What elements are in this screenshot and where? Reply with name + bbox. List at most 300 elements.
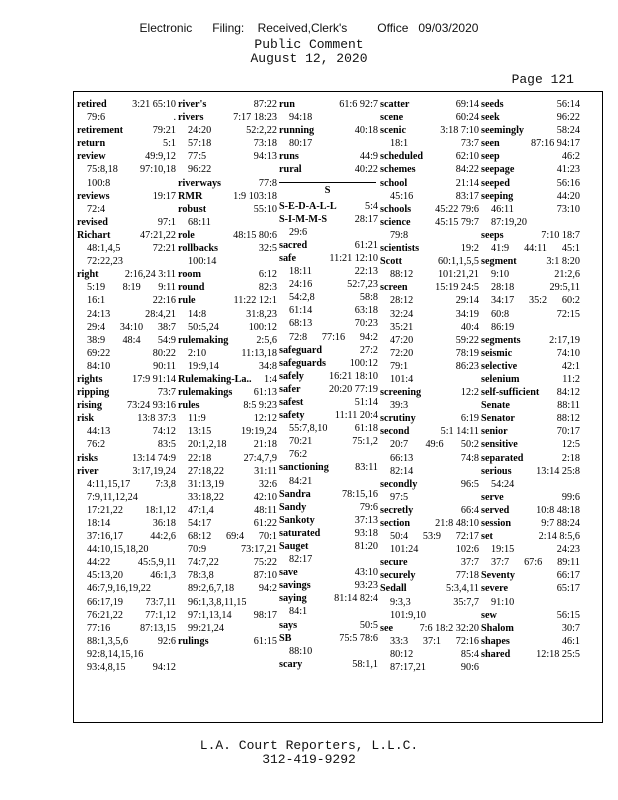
index-page-refs: 79:8: [390, 229, 409, 241]
index-page-refs: 19:15 24:23: [491, 544, 580, 556]
index-page-refs: 80:17: [289, 138, 313, 150]
index-page-refs: 2:10 11:13,18: [188, 347, 277, 359]
index-page-refs: 61:21: [354, 239, 378, 251]
index-headword: rulings: [178, 635, 209, 647]
index-page-refs: 58:24: [556, 125, 580, 137]
index-headword: says: [279, 619, 298, 631]
index-page-refs: 89:2,6,7,18 94:2: [188, 583, 277, 595]
index-page-refs: 37:7 67:6 89:11: [491, 557, 580, 569]
index-page-refs: 96:1,3,8,11,15: [188, 596, 247, 608]
index-page-refs: 41:9 44:11 45:1: [491, 243, 580, 255]
index-headword: robust: [178, 203, 207, 215]
index-page-refs: 87:16 94:17: [531, 138, 580, 150]
index-headword: severe: [481, 583, 508, 595]
index-entry: [178, 281, 277, 294]
index-headword: secretly: [380, 504, 414, 516]
index-headword: shapes: [481, 635, 510, 647]
index-entry: [481, 425, 580, 438]
index-page-refs: 61:14 63:18: [289, 305, 378, 317]
index-entry: [77, 124, 176, 137]
index-page-refs: 65:17: [556, 583, 580, 595]
index-entry: [380, 150, 479, 163]
index-page-refs: 96:22: [556, 112, 580, 124]
index-page-refs: 2:5,6: [256, 334, 277, 346]
index-headword: sew: [481, 609, 497, 621]
index-page-refs: 19:17: [152, 190, 176, 202]
index-headword: session: [481, 518, 512, 529]
index-page-refs: 43:10: [354, 567, 378, 579]
index-page-refs: 11:9 12:12: [188, 413, 277, 425]
index-headword: screening: [380, 387, 422, 399]
index-page-refs: 7:6 18:2 32:20: [419, 622, 479, 634]
index-page-refs: 80:12 85:4: [390, 648, 479, 660]
index-page-refs: 28:12 29:14: [390, 295, 479, 307]
index-page-refs: 6:19: [460, 413, 479, 425]
index-entry: [380, 216, 479, 242]
index-page-refs: 37:16,17 44:2,6: [87, 531, 176, 543]
index-page-refs: 5:3,4,11: [445, 583, 479, 595]
index-entry: [481, 229, 580, 255]
index-headword: separated: [481, 452, 524, 464]
index-headword: risks: [77, 452, 98, 464]
index-headword: rising: [77, 400, 102, 412]
hearing-date: August 12, 2020: [250, 51, 368, 66]
index-entry: [380, 425, 479, 477]
index-page-refs: 17:21,22 18:1,12: [87, 504, 176, 516]
index-page-refs: 12:5: [561, 439, 580, 451]
index-page-refs: 72:22,23: [87, 256, 123, 268]
index-entry: [380, 517, 479, 556]
index-entry: [279, 213, 378, 239]
index-page-refs: 9:7 88:24: [541, 518, 580, 529]
index-page-refs: 93:23: [354, 580, 378, 592]
index-page-refs: 84:1: [289, 606, 308, 618]
index-headword: review: [77, 151, 106, 163]
index-entry: [481, 373, 580, 386]
index-entry: [481, 177, 580, 190]
index-page-refs: 96:22: [188, 164, 212, 176]
index-page-refs: 48:15 80:6: [233, 229, 277, 241]
index-page-refs: 32:5: [258, 243, 277, 255]
index-page-refs: 41:23: [556, 164, 580, 176]
index-entry: [279, 150, 378, 163]
index-page-refs: 51:14: [354, 396, 378, 408]
index-page-refs: 29:6: [289, 226, 308, 238]
index-page-refs: 69:14: [455, 99, 479, 110]
index-page-refs: 78:3,8 87:10: [188, 570, 277, 582]
index-headword: rural: [279, 164, 302, 176]
index-entry: [380, 124, 479, 150]
index-page-refs: 60:8 72:15: [491, 308, 580, 320]
index-entry: [380, 504, 479, 517]
index-page-refs: 61:13: [253, 387, 277, 399]
index-headword: room: [178, 269, 202, 281]
index-entry: [380, 203, 479, 216]
index-page-refs: 28:18 29:5,11: [491, 282, 580, 294]
index-page-refs: 12:2: [460, 387, 479, 399]
index-page-refs: 87:22: [253, 99, 277, 110]
index-entry: [77, 150, 176, 189]
index-headword: Seventy: [481, 570, 515, 582]
index-page-refs: 79:6: [359, 501, 378, 513]
index-page-refs: 68:12 69:4 70:1: [188, 531, 277, 543]
index-page-refs: 16:1 22:16: [87, 295, 176, 307]
index-page-refs: 74:10: [556, 347, 580, 359]
index-entry: [380, 98, 479, 111]
index-entry: [279, 619, 378, 632]
index-headword: rights: [77, 373, 103, 385]
index-page-refs: 22:18 27:4,7,9: [188, 452, 277, 464]
index-page-refs: 13:8 37:3: [137, 413, 176, 425]
index-page-refs: 45:16 83:17: [390, 190, 479, 202]
index-column-3: [279, 98, 378, 718]
index-page-refs: 27:2: [359, 344, 378, 356]
index-headword: seeps: [481, 229, 504, 241]
index-page-refs: 46:7,9,16,19,22: [87, 583, 151, 595]
index-headword: right: [77, 269, 99, 281]
index-page-refs: 55:7,8,10 61:18: [289, 423, 378, 435]
index-headword: Sandra: [279, 488, 311, 500]
index-entry: [481, 334, 580, 347]
index-page-refs: 11:11 20:4: [334, 410, 378, 422]
index-page-refs: 91:10: [491, 596, 515, 608]
index-headword: seeped: [481, 177, 510, 189]
index-page-refs: 86:19: [491, 321, 515, 333]
index-page-refs: 88:1,3,5,6 92:6: [87, 635, 176, 647]
index-entry: [77, 216, 176, 229]
index-page-refs: 56:14: [556, 99, 580, 110]
index-page-refs: 2:17,19: [549, 334, 580, 346]
index-page-refs: 6:12: [258, 269, 277, 281]
index-page-refs: 48:1,4,5 72:21: [87, 243, 176, 255]
index-page-refs: 72:8 77:16 94:2: [289, 331, 378, 343]
index-page-refs: 40:18: [354, 125, 378, 137]
index-headword: S-E-D-A-L-L: [279, 200, 337, 212]
index-headword: Rulemaking-La..: [178, 373, 252, 385]
index-page-refs: 94:18: [289, 112, 313, 124]
index-headword: senior: [481, 426, 508, 438]
index-page-refs: 88:12: [556, 413, 580, 425]
index-headword: seen: [481, 138, 500, 150]
index-entry: [380, 111, 479, 124]
index-headword: return: [77, 138, 106, 150]
index-page-refs: 76:2 83:5: [87, 439, 176, 451]
index-headword: schools: [380, 203, 412, 215]
index-page-refs: 88:10: [289, 645, 313, 657]
index-page-refs: 24:20 52:2,22: [188, 125, 277, 137]
index-page-refs: 82:14: [390, 465, 414, 477]
index-entry: [481, 622, 580, 635]
index-entry: [178, 294, 277, 333]
index-page-refs: 61:6 92:7: [339, 99, 378, 110]
index-headword: secondly: [380, 478, 418, 490]
index-page-refs: 73:7: [157, 387, 176, 399]
index-entry: [178, 399, 277, 635]
page-number: Page 121: [511, 72, 574, 87]
index-headword: risk: [77, 413, 94, 425]
index-headword: SB: [279, 632, 292, 644]
index-page-refs: 7:17 18:23: [233, 112, 277, 124]
index-page-refs: 16:21 18:10: [329, 370, 378, 382]
index-page-refs: 78:15,16: [342, 488, 378, 500]
index-entry: [279, 163, 378, 176]
index-entry: [481, 491, 580, 504]
index-headword: saturated: [279, 527, 321, 539]
index-page-refs: 37:13: [354, 514, 378, 526]
index-page-refs: 83:11: [355, 462, 378, 474]
index-page-refs: 13:14 25:8: [536, 465, 580, 477]
index-entry: [279, 344, 378, 357]
index-headword: safest: [279, 396, 304, 408]
index-entry: [279, 461, 378, 487]
index-page-refs: 100:8: [87, 177, 111, 189]
index-entry: [481, 111, 580, 124]
index-headword: see: [380, 622, 394, 634]
index-page-refs: 9:10 21:2,6: [491, 269, 580, 281]
index-page-refs: 20:1,2,18 21:18: [188, 439, 277, 451]
index-page-refs: 66:4: [460, 504, 479, 516]
index-page-refs: 66:17: [556, 570, 580, 582]
index-headword: selective: [481, 360, 518, 372]
index-page-refs: 44:22 45:5,9,11: [87, 557, 176, 569]
index-entry: [380, 582, 479, 621]
index-page-refs: 18:14 36:18: [87, 518, 176, 529]
index-page-refs: 97:1: [157, 216, 176, 228]
index-headword: seepage: [481, 164, 515, 176]
index-page-refs: 44:13 74:12: [87, 426, 176, 438]
index-page-refs: 44:10,15,18,20: [87, 544, 149, 556]
index-page-refs: 54:2,8 58:8: [289, 292, 378, 304]
index-page-refs: 3:17,19,24: [132, 465, 176, 477]
index-headword: S-I-M-M-S: [279, 213, 328, 225]
index-headword: Shalom: [481, 622, 514, 634]
index-headword: Richart: [77, 229, 111, 241]
index-page-refs: 3:21 65:10: [132, 99, 176, 110]
court-reporter-phone: 312-419-9292: [262, 752, 356, 767]
index-page-refs: 39:3: [390, 400, 409, 412]
index-entry: [279, 396, 378, 409]
index-page-refs: 66:17,19 73:7,11: [87, 596, 176, 608]
index-headword: Scott: [380, 256, 403, 268]
index-page-refs: 46:1: [561, 635, 580, 647]
index-page-refs: 5:19 8:19 9:11: [87, 282, 176, 294]
index-headword: scientists: [380, 243, 420, 255]
index-page-refs: 56:16: [556, 177, 580, 189]
index-page-refs: 13:14 74:9: [132, 452, 176, 464]
index-page-refs: 82:3: [258, 282, 277, 294]
index-page-refs: 50:4 53:9 72:17: [390, 531, 479, 543]
index-entry: [178, 386, 277, 399]
index-entry: [380, 255, 479, 281]
index-column-2: [178, 98, 277, 718]
index-page-refs: 84:10 90:11: [87, 360, 176, 372]
index-page-refs: 35:21 40:4: [390, 321, 479, 333]
index-entry: [481, 347, 580, 360]
index-page-refs: 44:20: [556, 190, 580, 202]
index-page-refs: 69:22 80:22: [87, 347, 176, 359]
index-page-refs: 1:4: [263, 373, 277, 385]
index-headword: segment: [481, 256, 517, 268]
index-headword: sanctioning: [279, 462, 329, 474]
index-page-refs: 77:8: [258, 177, 277, 189]
index-page-refs: 11:21 12:10: [329, 252, 378, 264]
index-page-refs: 29:4 34:10 38:7: [87, 321, 176, 333]
index-page-refs: 24:13 28:4,21: [87, 308, 176, 320]
index-page-refs: 81:14 82:4: [334, 593, 378, 605]
index-page-refs: 31:13,19 32:6: [188, 478, 277, 490]
index-entry: [178, 203, 277, 229]
index-page-refs: 92:8,14,15,16: [87, 648, 144, 660]
index-page-refs: 45:22 79:6: [435, 203, 479, 215]
index-headword: seep: [481, 151, 500, 163]
index-headword: Sauget: [279, 541, 309, 552]
index-column-5: [481, 98, 580, 718]
index-entry: [279, 252, 378, 344]
index-entry: [481, 360, 580, 373]
index-page-refs: 4:11,15,17 7:3,8: [87, 478, 176, 490]
index-headword: safeguards: [279, 357, 326, 369]
index-page-refs: 17:9 91:14: [132, 373, 176, 385]
index-entry: [279, 658, 378, 671]
index-page-refs: 9:3,3 35:7,7: [390, 596, 479, 608]
index-entry: [481, 124, 580, 137]
index-headword: Sedall: [380, 583, 407, 595]
index-page-refs: 88:12 101:21,21: [390, 269, 479, 281]
index-page-refs: 2:18: [561, 452, 580, 464]
index-headword: schemes: [380, 164, 416, 176]
index-entry: [380, 556, 479, 569]
index-page-refs: 70:17: [556, 426, 580, 438]
index-page-refs: 49:9,12: [145, 151, 176, 163]
index-headword: self-sufficient: [481, 387, 540, 399]
index-page-refs: 24:16 52:7,23: [289, 279, 378, 291]
index-page-refs: 68:11: [188, 216, 211, 228]
index-page-refs: 44:9: [359, 151, 378, 163]
index-headword: section: [380, 518, 410, 529]
index-headword: selenium: [481, 373, 520, 385]
index-page-refs: 84:22: [455, 164, 479, 176]
index-page-refs: 77:5 94:13: [188, 151, 277, 163]
index-headword: rulemaking: [178, 334, 229, 346]
index-entry: [279, 124, 378, 150]
index-page-refs: 30:7: [561, 622, 580, 634]
index-page-refs: 72:20 78:19: [390, 347, 479, 359]
index-headword: seeping: [481, 190, 514, 202]
index-entry: [481, 190, 580, 229]
index-entry: [77, 268, 176, 373]
index-page-refs: 88:11: [557, 400, 580, 412]
index-headword: Senator: [481, 413, 515, 425]
index-page-refs: 33:18,22 42:10: [188, 491, 277, 503]
index-headword: scrutiny: [380, 413, 416, 425]
index-headword: running: [279, 125, 315, 137]
index-entry: [481, 569, 580, 582]
index-page-refs: 11:2: [562, 373, 580, 385]
index-headword: retired: [77, 99, 107, 110]
index-headword: Senate: [481, 400, 510, 412]
index-entry: [481, 412, 580, 425]
index-headword: scary: [279, 658, 303, 670]
index-page-refs: 46:11 73:10: [491, 203, 580, 215]
index-page-refs: 62:10: [455, 151, 479, 163]
index-entry: [279, 239, 378, 252]
index-page-refs: 15:19 24:5: [435, 282, 479, 294]
index-page-refs: 82:17: [289, 554, 313, 566]
index-page-refs: 61:15: [253, 635, 277, 647]
index-headword: seek: [481, 112, 500, 124]
index-entry: [279, 501, 378, 514]
index-headword: safeguard: [279, 344, 323, 356]
index-page-refs: 77:16 87:13,15: [87, 622, 176, 634]
index-page-refs: 101:4: [390, 373, 414, 385]
index-page-refs: 97:1,13,14 98:17: [188, 609, 277, 621]
index-entry: [279, 514, 378, 527]
index-page-refs: 47:20 59:22: [390, 334, 479, 346]
index-entry: [380, 622, 479, 674]
index-headword: role: [178, 229, 195, 241]
index-page-refs: 10:8 48:18: [536, 504, 580, 516]
index-headword: reviews: [77, 190, 110, 202]
index-headword: safe: [279, 252, 296, 264]
index-headword: scatter: [380, 99, 410, 110]
index-page-refs: 96:5: [460, 478, 479, 490]
index-page-refs: 74:7,22 75:22: [188, 557, 277, 569]
index-entry: [178, 334, 277, 373]
index-page-refs: 14:8 31:8,23: [188, 308, 277, 320]
index-column-1: [77, 98, 176, 718]
index-entry: [279, 98, 378, 124]
index-headword: safety: [279, 410, 305, 422]
index-entry: [77, 190, 176, 216]
index-entry: [481, 635, 580, 648]
index-entry: [77, 412, 176, 451]
index-page-refs: 68:13 70:23: [289, 318, 378, 330]
index-page-refs: 100:12: [349, 357, 378, 369]
index-entry: [481, 163, 580, 176]
index-entry: [481, 255, 580, 334]
index-entry: [178, 268, 277, 281]
index-entry: [279, 200, 378, 213]
index-page-refs: 79:21: [152, 125, 176, 137]
index-headword: rule: [178, 295, 196, 307]
index-headword: safely: [279, 370, 304, 382]
index-page-refs: 5:1 14:11: [440, 426, 479, 438]
index-headword: shared: [481, 648, 511, 660]
index-page-refs: 50:5,24 100:12: [188, 321, 277, 333]
index-page-refs: 47:1,4 48:11: [188, 504, 277, 516]
index-entry: [178, 177, 277, 190]
index-page-refs: 47:21,22: [140, 229, 176, 241]
index-headword: river's: [178, 99, 207, 110]
index-page-refs: 60:1,1,5,5: [437, 256, 479, 268]
index-page-refs: 12:18 25:5: [536, 648, 580, 660]
index-page-refs: 72:4: [87, 203, 106, 215]
index-page-refs: 56:15: [556, 609, 580, 621]
index-page-refs: 7:9,11,12,24: [87, 491, 138, 503]
index-headword: river: [77, 465, 99, 477]
index-entry: [481, 438, 580, 451]
index-entry: [481, 648, 580, 661]
index-page-refs: 75:5 78:6: [339, 632, 378, 644]
index-page-refs: 45:15 79:7: [435, 216, 479, 228]
index-entry: [380, 386, 479, 412]
index-headword: retirement: [77, 125, 124, 137]
index-page-refs: 54:17 61:22: [188, 518, 277, 529]
index-entry: [481, 150, 580, 163]
index-page-refs: 50:5: [359, 619, 378, 631]
index-page-refs: 37:7: [460, 557, 479, 569]
index-headword: set: [481, 531, 493, 543]
